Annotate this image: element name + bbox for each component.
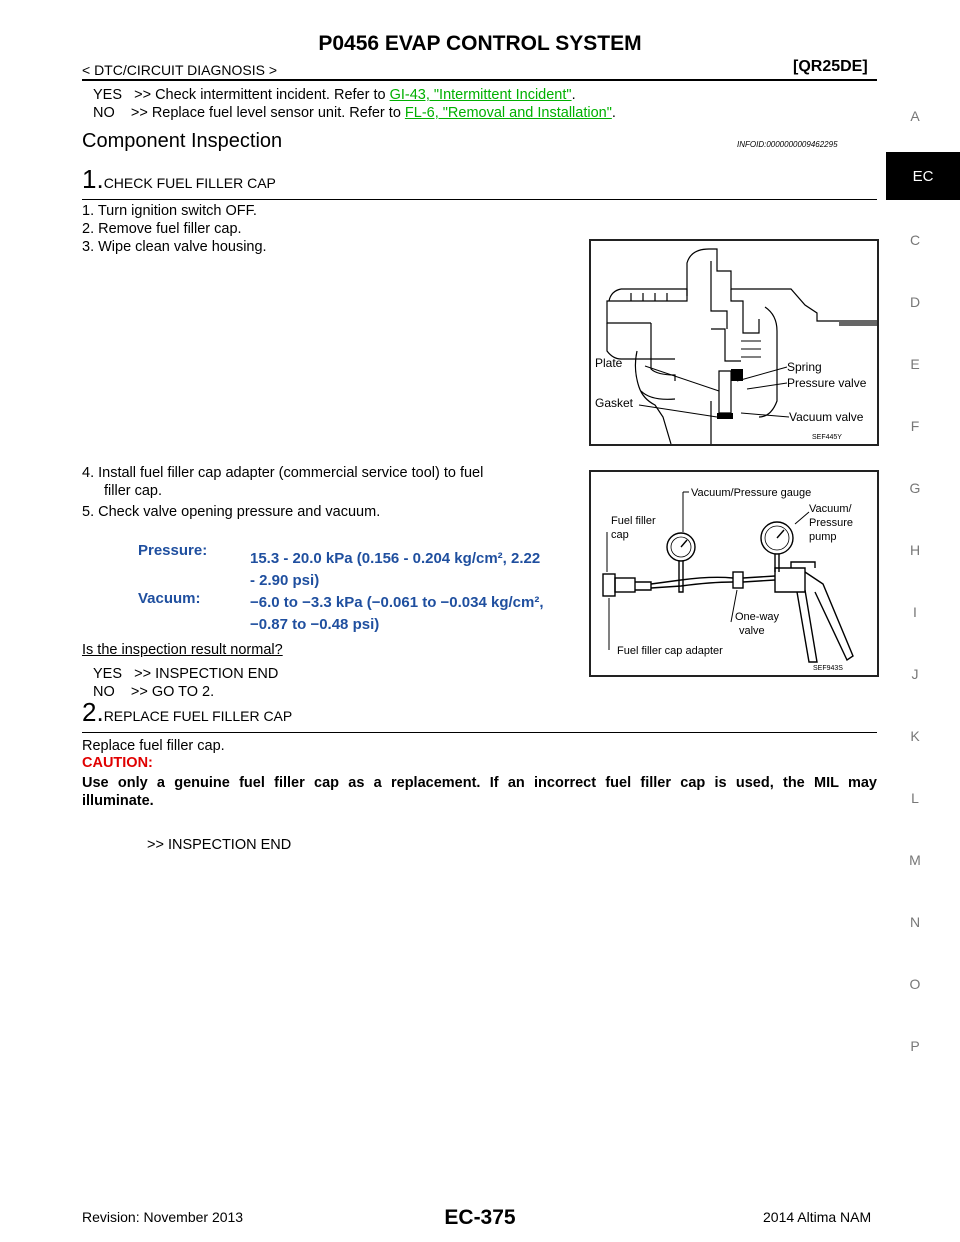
label-pump-1: Vacuum/ [809,503,852,515]
step-1-item-2: 2. Remove fuel filler cap. [82,221,242,237]
label-vacuum-pressure-gauge: Vacuum/Pressure gauge [691,487,812,499]
result-no-suffix: . [611,105,616,121]
side-index-k[interactable]: K [910,728,920,744]
pressure-value-line2: - 2.90 psi) [250,572,320,589]
vacuum-label: Vacuum: [138,590,201,607]
header-divider [82,79,877,81]
fuel-filler-cap-cross-section-figure [589,239,879,446]
side-index-p[interactable]: P [910,1038,920,1054]
step-2-text: Replace fuel filler cap. [82,738,225,754]
label-plate: Plate [595,356,623,370]
engine-code: [QR25DE] [793,58,868,75]
label-cap: cap [611,529,629,541]
pressure-value [250,548,540,592]
figure-1-code: SEF445Y [812,434,842,441]
result-no-text: NO >> Replace fuel level sensor unit. Refer to [93,105,405,121]
step-1-title: CHECK FUEL FILLER CAP [103,175,276,191]
label-valve: valve [739,625,765,637]
caution-line-2: illuminate. [82,793,154,809]
side-index-l[interactable]: L [911,790,919,806]
step-1-heading [82,164,276,195]
vacuum-value [250,592,544,636]
vacuum-pressure-test-diagram [591,472,877,675]
side-index-a[interactable]: A [910,108,920,124]
step-1-number: 1. [82,164,104,194]
step-1-item-4-line1: 4. Install fuel filler cap adapter (commercial service tool) to fuel [82,465,484,481]
step-1-rule [82,199,877,200]
vacuum-value-line1: −6.0 to −3.3 kPa (−0.061 to −0.034 kg/cm², [250,594,544,611]
step-1-yes: YES >> INSPECTION END [93,666,279,682]
result-yes-text: YES >> Check intermittent incident. Refer to [93,87,390,103]
side-index-f[interactable]: F [910,418,920,434]
step-2-end: >> INSPECTION END [147,837,292,853]
side-index-h[interactable]: H [909,542,921,558]
label-adapter: Fuel filler cap adapter [617,645,723,657]
label-one-way: One-way [735,611,780,623]
side-index-d[interactable]: D [909,294,921,310]
side-index-m[interactable]: M [909,852,921,868]
label-pump-2: Pressure [809,517,854,529]
figure-2-code: SEF943S [813,665,843,672]
section-breadcrumb: < DTC/CIRCUIT DIAGNOSIS > [82,62,277,78]
side-index-i[interactable]: I [913,604,917,620]
side-index-n[interactable]: N [909,914,921,930]
step-1-item-5: 5. Check valve opening pressure and vacuum. [82,504,381,520]
step-2-number: 2. [82,697,104,727]
label-fuel-filler: Fuel filler [611,515,656,527]
caution-title: CAUTION: [82,755,153,771]
label-vacuum-valve: Vacuum valve [789,410,864,424]
step-1-item-1: 1. Turn ignition switch OFF. [82,203,257,219]
label-spring: Spring [787,360,822,374]
inspection-question: Is the inspection result normal? [82,642,283,658]
side-index-c[interactable]: C [909,232,921,248]
result-yes-suffix: . [571,87,576,103]
result-yes-line [93,86,576,104]
link-fl-6[interactable]: FL-6, "Removal and Installation" [404,105,612,121]
link-gi-43[interactable]: GI-43, "Intermittent Incident" [389,87,572,103]
result-no-line [93,104,616,122]
side-index-g[interactable]: G [909,480,921,496]
vacuum-value-line2: −0.87 to −0.48 psi) [250,616,380,633]
step-2-title: REPLACE FUEL FILLER CAP [103,708,293,724]
info-id: INFOID:0000000009462295 [737,140,838,149]
side-index-e[interactable]: E [910,356,920,372]
model-name: 2014 Altima NAM [763,1209,872,1225]
step-2-heading [82,697,292,728]
side-index-ec[interactable]: EC [886,152,960,200]
side-index-o[interactable]: O [909,976,921,992]
revision-date: Revision: November 2013 [82,1209,244,1225]
step-1-item-4-line2: filler cap. [104,483,163,499]
page-title: P0456 EVAP CONTROL SYSTEM [318,32,642,55]
pressure-label: Pressure: [138,542,208,559]
vacuum-pressure-test-figure [589,470,879,677]
label-gasket: Gasket [595,396,634,410]
label-pump-3: pump [809,531,837,543]
fuel-filler-cap-diagram [591,241,877,444]
section-heading: Component Inspection [82,130,283,152]
page-number: EC-375 [444,1206,516,1229]
pressure-value-line1: 15.3 - 20.0 kPa (0.156 - 0.204 kg/cm², 2.22 [250,550,541,567]
step-1-item-3: 3. Wipe clean valve housing. [82,239,267,255]
side-index-j[interactable]: J [911,666,919,682]
step-2-rule [82,732,877,733]
caution-line-1: Use only a genuine fuel filler cap as a replacement. If an incorrect fuel filler cap is used, the MIL may [82,775,877,791]
label-pressure-valve: Pressure valve [787,376,867,390]
step-1-no: NO >> GO TO 2. [93,684,215,700]
